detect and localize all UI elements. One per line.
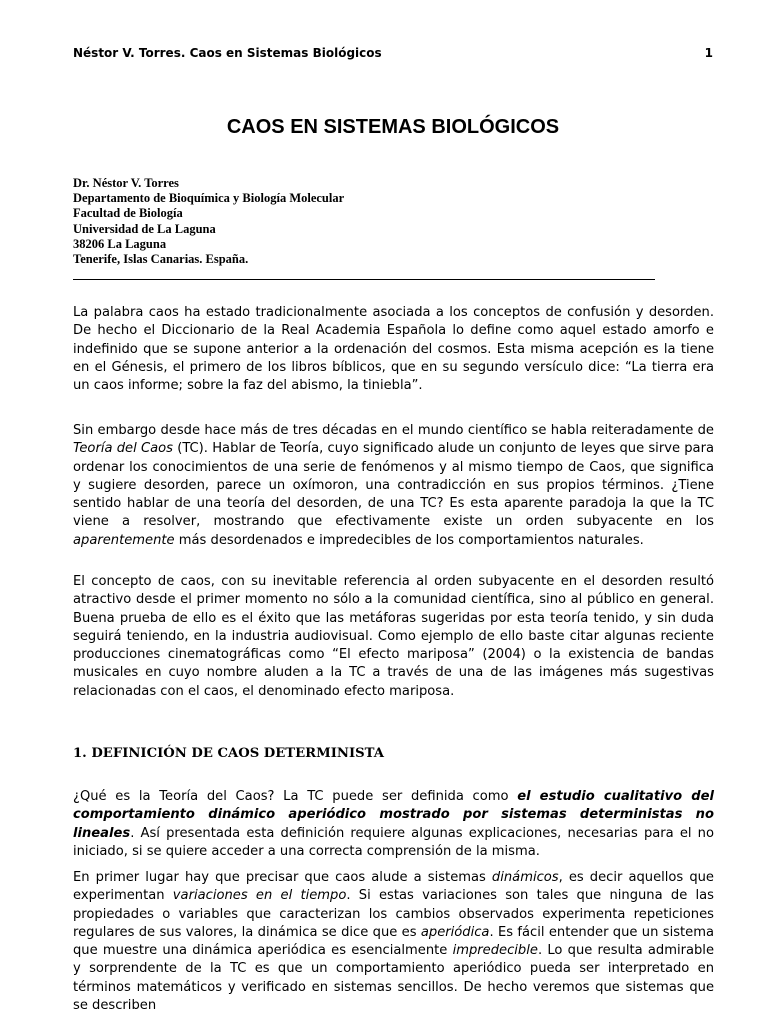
document-title: CAOS EN SISTEMAS BIOLÓGICOS	[226, 116, 560, 138]
text-run: Sin embargo desde hace más de tres décadas en el mundo científico se habla reiteradamente de	[73, 423, 714, 438]
text-run: (TC). Hablar de Teoría, cuyo significado alude un conjunto de leyes que sirve para ordenar los conocimientos de una serie de fenómenos y al mismo tiempo de Caos, que significa y sugiere desorden, parece un oxímoron, una contradicción en sus propios términos. ¿Tiene sentido hablar de una teoría del desorden, de una TC? Es esta aparente paradoja la que la TC viene a resolver, mostrando que efectivamente existe un orden subyacente en los	[73, 441, 714, 530]
author-name: Dr. Néstor V. Torres	[73, 176, 179, 190]
location-line: Tenerife, Islas Canarias. España.	[73, 252, 249, 267]
emphasis-text: impredecible	[452, 943, 538, 959]
emphasis-text: Teoría del Caos	[73, 441, 173, 457]
intro-paragraph-2	[73, 422, 714, 550]
text-run: más desordenados e impredecibles de los comportamientos naturales.	[174, 532, 644, 548]
intro-paragraph-3: El concepto de caos, con su inevitable referencia al orden subyacente en el desorden resultó atractivo desde el primer momento no sólo a la comunidad científica, sino al público en general. Buena prueba de ello es el éxito que las metáforas sugeridas por esta teoría tenido, y sin duda seguirá teniendo, en la industria audiovisual. Como ejemplo de ello baste citar algunas reciente producciones cinematográficas como “El efecto mariposa” (2004) o la existencia de bandas musicales en cuyo nombre aluden a la TC a través de una de las imágenes más sugestivas relacionadas con el caos, el denominado efecto mariposa.	[73, 574, 714, 699]
author-affiliation-block	[73, 176, 673, 267]
text-run: . Es fácil entender que un sistema que muestre una dinámica aperiódica es esencialmente	[73, 924, 714, 959]
emphasis-text: aparentemente	[73, 532, 175, 548]
section-paragraph-1	[73, 788, 714, 861]
postal-line: 38206 La Laguna	[73, 236, 167, 251]
text-run: , es decir aquellos que experimentan	[73, 870, 714, 904]
definition-emphasis: el estudio cualitativo del comportamiento dinámico aperiódico mostrado por sistemas deterministas no lineales	[73, 789, 714, 841]
running-title: Néstor V. Torres. Caos en Sistemas Biológicos	[73, 46, 382, 60]
department-line: Departamento de Bioquímica y Biología Molecular	[73, 191, 345, 206]
section-heading: 1. DEFINICIÓN DE CAOS DETERMINISTA	[73, 746, 384, 761]
page-number: 1	[704, 46, 713, 60]
text-run: . Lo que resulta admirable y sorprendente de la TC es que un comportamiento aperiódico pueda ser interpretado en términos matemáticos y verificado en sistemas sencillos. De hecho veremos que sistemas que se describen	[73, 943, 715, 1014]
text-run: En primer lugar hay que precisar que caos alude a sistemas	[73, 870, 492, 885]
text-run: . Si estas variaciones son tales que ninguna de las propiedades o variables que caracterizan los cambios observados experimenta repeticiones regulares de sus valores, la dinámica se dice que es	[73, 888, 714, 940]
emphasis-text: aperiódica	[420, 924, 490, 940]
text-run: . Así presentada esta definición requiere algunas explicaciones, necesarias para el no iniciado, si se quiere acceder a una correcta comprensión de la misma.	[73, 825, 714, 859]
faculty-line: Facultad de Biología	[73, 206, 183, 221]
separator-rule	[73, 279, 655, 280]
emphasis-text: variaciones en el tiempo	[172, 888, 347, 904]
section-paragraph-2	[73, 869, 714, 1015]
emphasis-text: dinámicos	[491, 870, 559, 885]
intro-paragraph-1: La palabra caos ha estado tradicionalmente asociada a los conceptos de confusión y desorden. De hecho el Diccionario de la Real Academia Española lo define como aquel estado amorfo e indefinido que se supone anterior a la ordenación del cosmos. Esta misma acepción es la tiene en el Génesis, el primero de los libros bíblicos, que en su segundo versículo dice: “La tierra era un caos informe; sobre la faz del abismo, la tiniebla”.	[73, 305, 714, 394]
university-line: Universidad de La Laguna	[73, 221, 216, 236]
running-header	[73, 46, 713, 64]
text-run: ¿Qué es la Teoría del Caos? La TC puede ser definida como	[73, 789, 518, 804]
